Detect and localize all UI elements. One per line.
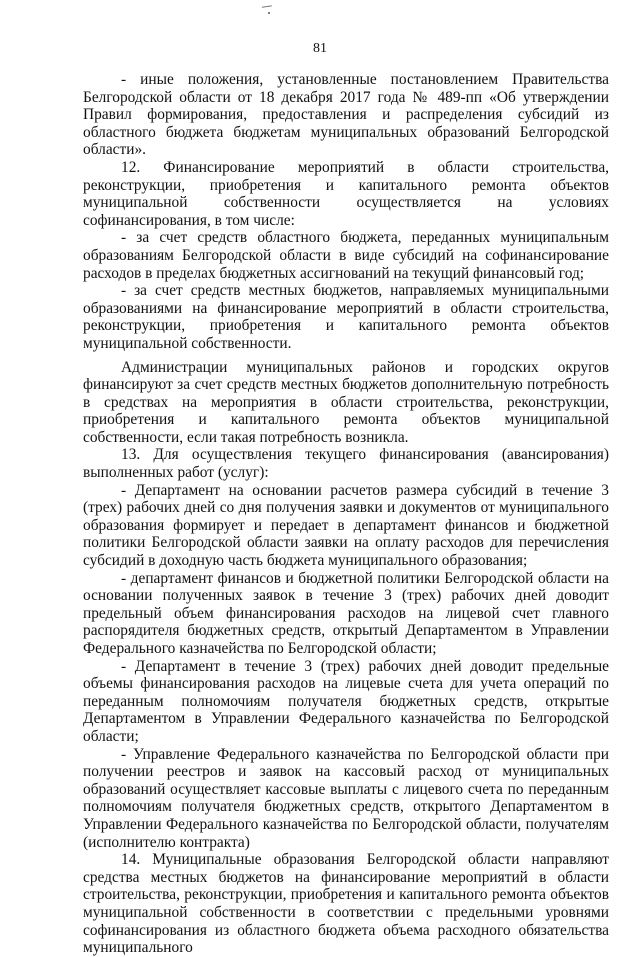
page-number: 81 [313,41,327,56]
paragraph-12: 12. Финансирование мероприятий в области строительства, реконструкции, приобретения и капитального ремонта объектов муниципальной собственности осуществляется на условиях софинансирования, в том числе: [83,158,609,229]
paragraph-other-provisions: - иные положения, установленные постановлением Правительства Белгородской области от 18 декабря 2017 года № 489-пп «Об утверждении Правил формирования, предоставления и распределения субсидий из областного бюджета бюджетам муниципальных образований Белгородской области». [83,71,609,159]
paragraph-12-regional-budget: - за счет средств областного бюджета, переданных муниципальным образованиям Белгородской области в виде субсидий на софинансирование расходов в пределах бюджетных ассигнований на текущий финансовый год; [83,229,609,282]
scan-artifact [262,5,272,10]
paragraph-13: 13. Для осуществления текущего финансирования (авансирования) выполненных работ (услуг): [83,446,609,482]
paragraph-14: 14. Муниципальные образования Белгородской области направляют средства местных бюджетов на финансирование мероприятий в области строительства, реконструкции, приобретения и капитального ремонта объектов муниципальной собственности в соответствии с предельными уровнями софинансирования из областного бюджета объема расходного обязательства муниципального [83,851,609,957]
paragraph-administrations: Администрации муниципальных районов и городских округов финансируют за счет средств местных бюджетов дополнительную потребность в средствах на мероприятия в области строительства, реконструкции, приобретения и капитального ремонта объектов муниципальной собственности, если такая потребность возникла. [83,358,609,446]
paragraph-13-finance-department: - департамент финансов и бюджетной политики Белгородской области на основании полученных заявок в течение 3 (трех) рабочих дней доводит предельный объем финансирования расходов на лицевой счет главного распорядителя бюджетных средств, открытый Департаментом в Управлении Федерального казначейства по Белгородской области; [83,569,609,657]
document-body [83,71,609,957]
paragraph-13-treasury: - Управление Федерального казначейства по Белгородской области при получении реестров и заявок на кассовый расход от муниципальных образований осуществляет кассовые выплаты с лицевого счета по переданным полномочиям получателя бюджетных средств, открытого Департаментом в Управлении Федерального казначейства по Белгородской области, получателям (исполнителю контракта) [83,745,609,851]
scan-artifact [268,12,270,14]
paragraph-13-department-limits: - Департамент в течение 3 (трех) рабочих дней доводит предельные объемы финансирования расходов на лицевые счета для учета операций по переданным полномочиям получателя бюджетных средств, открытые Департаментом в Управлении Федерального казначейства по Белгородской области; [83,657,609,745]
paragraph-12-local-budgets: - за счет средств местных бюджетов, направляемых муниципальными образованиями на финансирование мероприятий в области строительства, реконструкции, приобретения и капитального ремонта объектов муниципальной собственности. [83,282,609,352]
paragraph-13-department: - Департамент на основании расчетов размера субсидий в течение 3 (трех) рабочих дней со дня получения заявки и документов от муниципального образования формирует и передает в департамент финансов и бюджетной политики Белгородской области заявки на оплату расходов для перечисления субсидий в доходную часть бюджета муниципального образования; [83,481,609,570]
